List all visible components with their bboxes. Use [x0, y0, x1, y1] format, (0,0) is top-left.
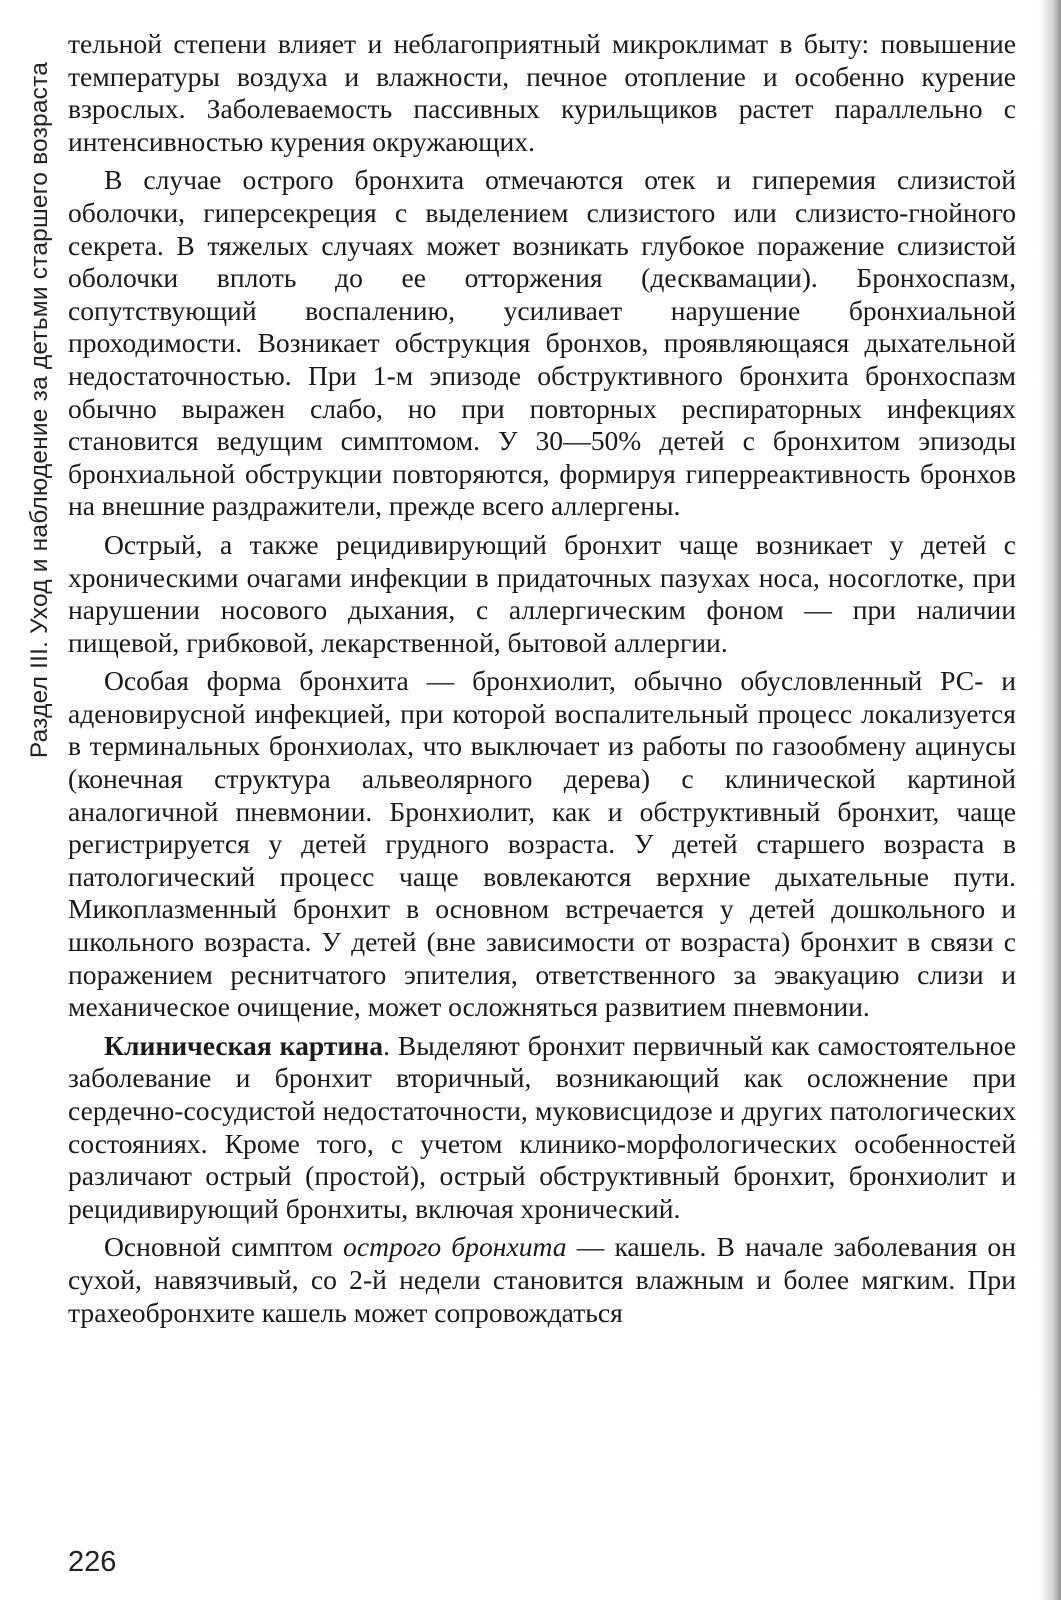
paragraph-lead: Основной симптом — [104, 1231, 344, 1263]
italic-term: острого бронхита — [343, 1231, 567, 1263]
paragraph-4 — [68, 665, 1016, 1024]
paragraph-5 — [68, 1030, 1016, 1226]
running-head-text: Раздел III. Уход и наблюдение за детьми старшего возраста — [26, 61, 53, 759]
paragraph-text: . Выделяют бронхит первичный как самостоятельное заболевание и бронхит вторичный, возникающий как осложнение при сердечно-сосудистой недостаточности, муковисцидозе и других патологических состояниях. Кроме того, с учетом клинико-морфологических особенностей различают острый (простой), острый обструктивный бронхит, бронхиолит и рецидивирующий бронхиты, включая хронический. — [68, 1029, 1017, 1224]
paragraph-text: — кашель. В начале заболевания он сухой, навязчивый, со 2-й недели становится влажным и более мягким. При трахеобронхите кашель может сопровождаться — [68, 1231, 1016, 1328]
paragraph-text: Особая форма бронхита — бронхиолит, обычно обусловленный РС- и аденовирусной инфекцией, при которой воспалительный процесс локализуется в терминальных бронхиолах, что выключает из работы по газообмену ацинусы (конечная структура альвеолярного дерева) с клинической картиной аналогичной пневмонии. Бронхиолит, как и обструктивный бронхит, чаще регистрируется у детей грудного возраста. У детей старшего возраста в патологический процесс чаще вовлекаются верхние дыхательные пути. Микоплазменный бронхит в основном встречается у детей дошкольного и школьного возраста. У детей (вне зависимости от возраста) бронхит в связи с поражением реснитчатого эпителия, ответственного за эвакуацию слизи и механическое очищение, может осложняться развитием пневмонии. — [68, 665, 1016, 1023]
section-heading-clinical-picture: Клиническая картина — [104, 1029, 384, 1061]
paragraph-text: тельной степени влияет и неблагоприятный микроклимат в быту: повышение температуры воздуха и влажности, печное отопление и особенно курение взрослых. Заболеваемость пассивных курильщиков растет параллельно с интенсивностью курения окружающих. — [68, 28, 1016, 157]
text-body — [68, 28, 1016, 1335]
paragraph-6 — [68, 1231, 1016, 1329]
running-head — [22, 30, 58, 790]
paragraph-1 — [68, 28, 1016, 158]
paragraph-2 — [68, 164, 1016, 523]
page-number: 226 — [68, 1546, 117, 1578]
paragraph-3 — [68, 529, 1016, 659]
page-edge-shadow — [1039, 0, 1061, 1600]
paragraph-text: Острый, а также рецидивирующий бронхит чаще возникает у детей с хроническими очагами инфекции в придаточных пазухах носа, носоглотке, при нарушении носового дыхания, с аллергическим фоном — при наличии пищевой, грибковой, лекарственной, бытовой аллергии. — [68, 528, 1016, 658]
paragraph-text: В случае острого бронхита отмечаются отек и гиперемия слизистой оболочки, гиперсекреция с выделением слизистого или слизисто-гнойного секрета. В тяжелых случаях может возникать глубокое поражение слизистой оболочки вплоть до ее отторжения (десквамации). Бронхоспазм, сопутствующий воспалению, усиливает нарушение бронхиальной проходимости. Возникает обструкция бронхов, проявляющаяся дыхательной недостаточностью. При 1-м эпизоде обструктивного бронхита бронхоспазм обычно выражен слабо, но при повторных респираторных инфекциях становится ведущим симптомом. У 30—50% детей с бронхитом эпизоды бронхиальной обструкции повторяются, формируя гиперреактивность бронхов на внешние раздражители, прежде всего аллергены. — [68, 164, 1016, 522]
